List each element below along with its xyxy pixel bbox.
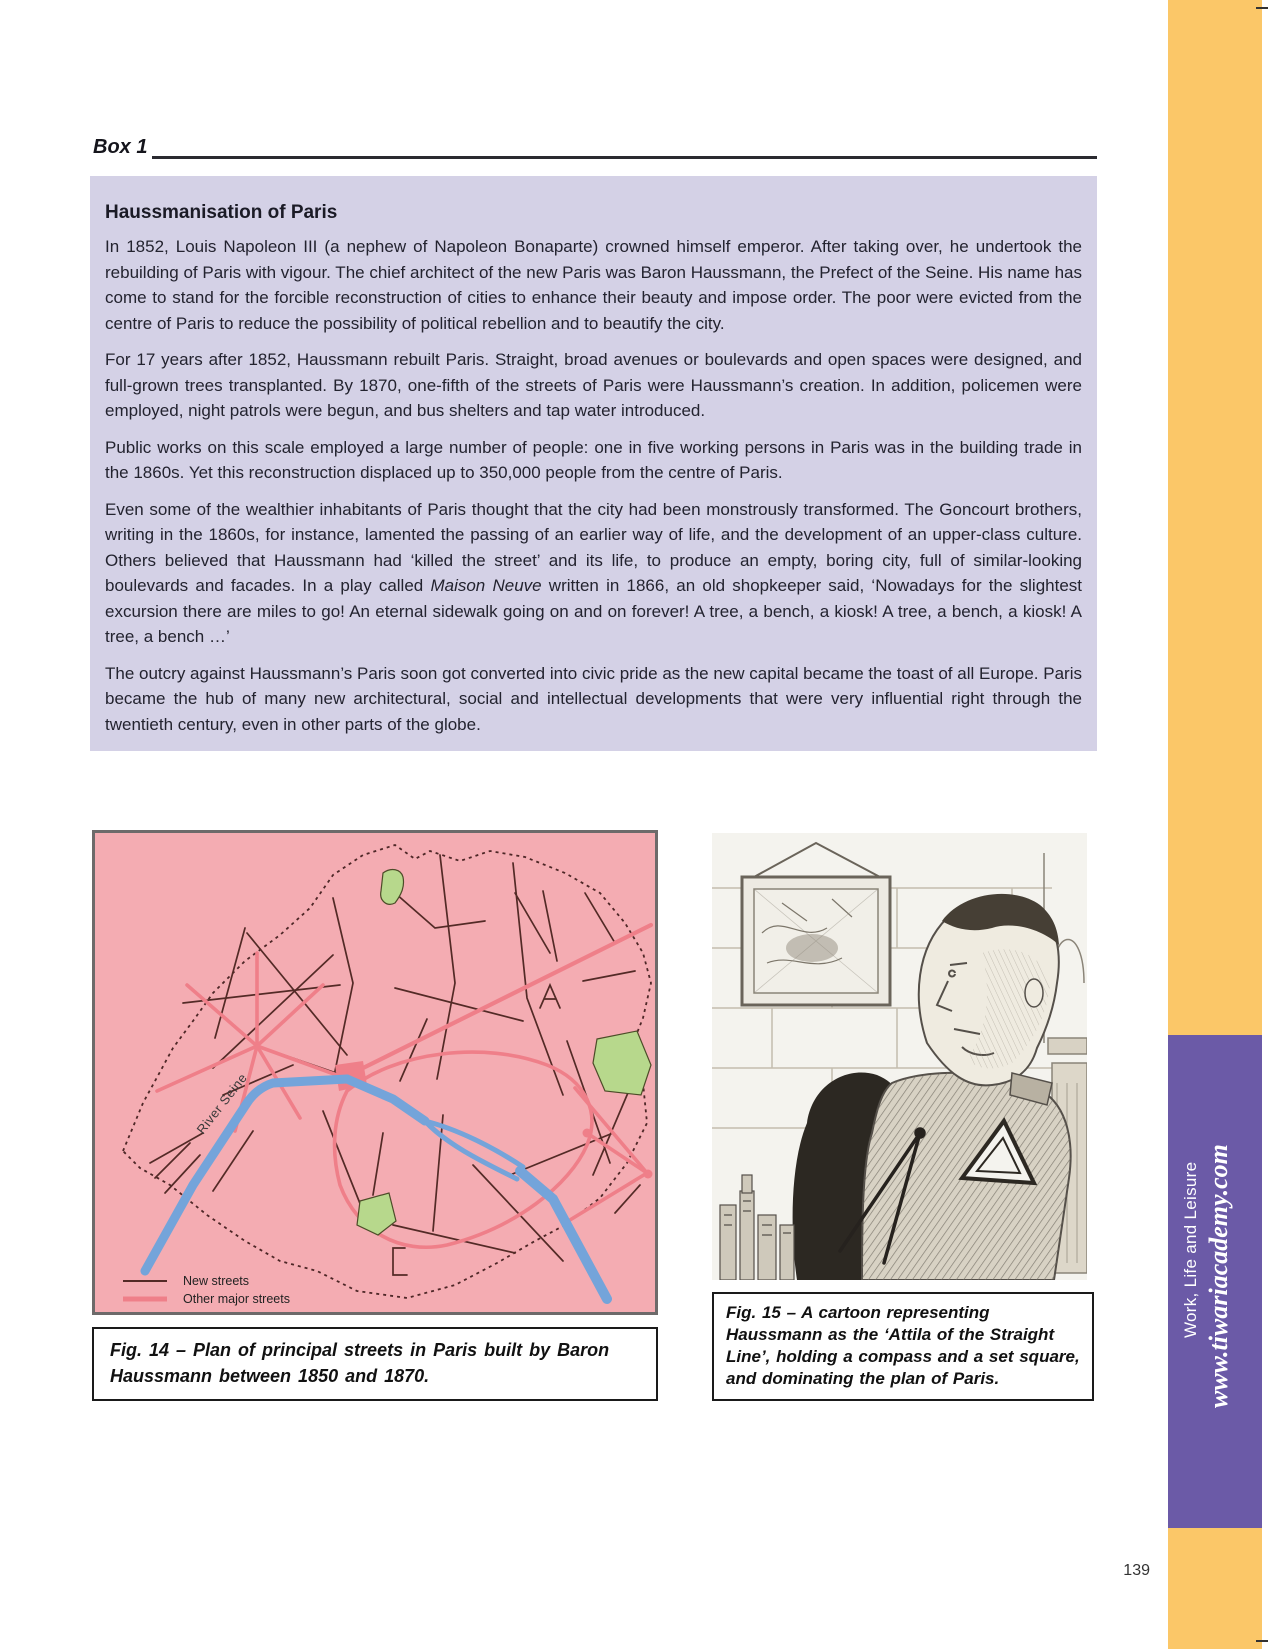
crop-mark-top: [1256, 7, 1268, 9]
river-label: River Seine: [193, 1070, 251, 1137]
info-box-heading: Haussmanisation of Paris: [105, 202, 338, 223]
paragraph-3: Public works on this scale employed a large number of people: one in five working persons in Paris was in the building trade in the 1860s. Yet this reconstruction displaced up to 350,000 people from the centre of Paris.: [105, 437, 1082, 482]
fig15-engraving: [712, 833, 1087, 1280]
legend-new-streets-label: New streets: [183, 1274, 249, 1288]
play-title: Maison Neuve: [430, 576, 542, 595]
fig15-caption: Fig. 15 – A cartoon representing Haussmann as the ‘Attila of the Straight Line’, holding a compass and a set square, and dominating the plan of Paris.: [712, 1292, 1094, 1401]
sidebar-url-text: www.tiwariacademy.com: [1204, 1144, 1233, 1408]
legend-other-major-label: Other major streets: [183, 1292, 290, 1306]
haussmann-ear: [1025, 979, 1043, 1007]
fig14-caption: Fig. 14 – Plan of principal streets in Paris built by Baron Haussmann between 1850 and 1870.: [92, 1327, 658, 1401]
major-street-node: [644, 1170, 653, 1179]
box1-rule: [152, 156, 1097, 159]
sidebar-subject-text: Work, Life and Leisure: [1181, 1161, 1200, 1338]
box1-label: Box 1: [93, 136, 148, 158]
paragraph-4-text: Even some of the wealthier inhabitants of Paris thought that the city had been monstrously transformed. The Goncourt brothers, writing in the 1860s, for instance, lamented the passing of an earlier way of life, and the development of an upper-class culture. Others believed that Haussmann had ‘killed the street’ and its life, to produce an empty, boring city, full of similar-looking boulevards and facades. In a play called: [105, 499, 1082, 595]
paragraph-4: [105, 497, 1082, 650]
fig14-map: [92, 830, 658, 1315]
major-street-node: [583, 1129, 592, 1138]
paragraph-1: In 1852, Louis Napoleon III (a nephew of Napoleon Bonaparte) crowned himself emperor. After taking over, he undertook the rebuilding of Paris with vigour. The chief architect of the new Paris was Baron Haussmann, the Prefect of the Seine. His name has come to stand for the forcible reconstruction of cities to enhance their beauty and impose order. The poor were evicted from the centre of Paris to reduce the possibility of political rebellion and to beautify the city.: [105, 237, 1082, 333]
page-number: 139: [1123, 1562, 1150, 1579]
paris-street-map: [95, 833, 655, 1312]
paragraph-4-text-cont: written in 1866, an old shopkeeper said, ‘Nowadays for the slightest excursion there are miles to go! An eternal sidewalk going on and on forever! A tree, a bench, a kiosk! A tree, a bench, a kiosk! A tree, a bench …’: [105, 576, 1083, 646]
haussmann-cartoon: [712, 833, 1087, 1280]
crop-mark-bottom: [1256, 1640, 1268, 1642]
paragraph-5: The outcry against Haussmann’s Paris soon got converted into civic pride as the new capital became the toast of all Europe. Paris became the hub of many new architectural, social and intellectual developments that were very influential right through the twentieth century, even in other parts of the globe.: [105, 663, 1082, 734]
info-box: [90, 176, 1097, 751]
paragraph-2: For 17 years after 1852, Haussmann rebuilt Paris. Straight, broad avenues or boulevards and open spaces were designed, and full-grown trees transplanted. By 1870, one-fifth of the streets of Paris were Haussmann’s creation. In addition, policemen were employed, night patrols were begun, and bus shelters and tap water introduced.: [105, 350, 1082, 420]
